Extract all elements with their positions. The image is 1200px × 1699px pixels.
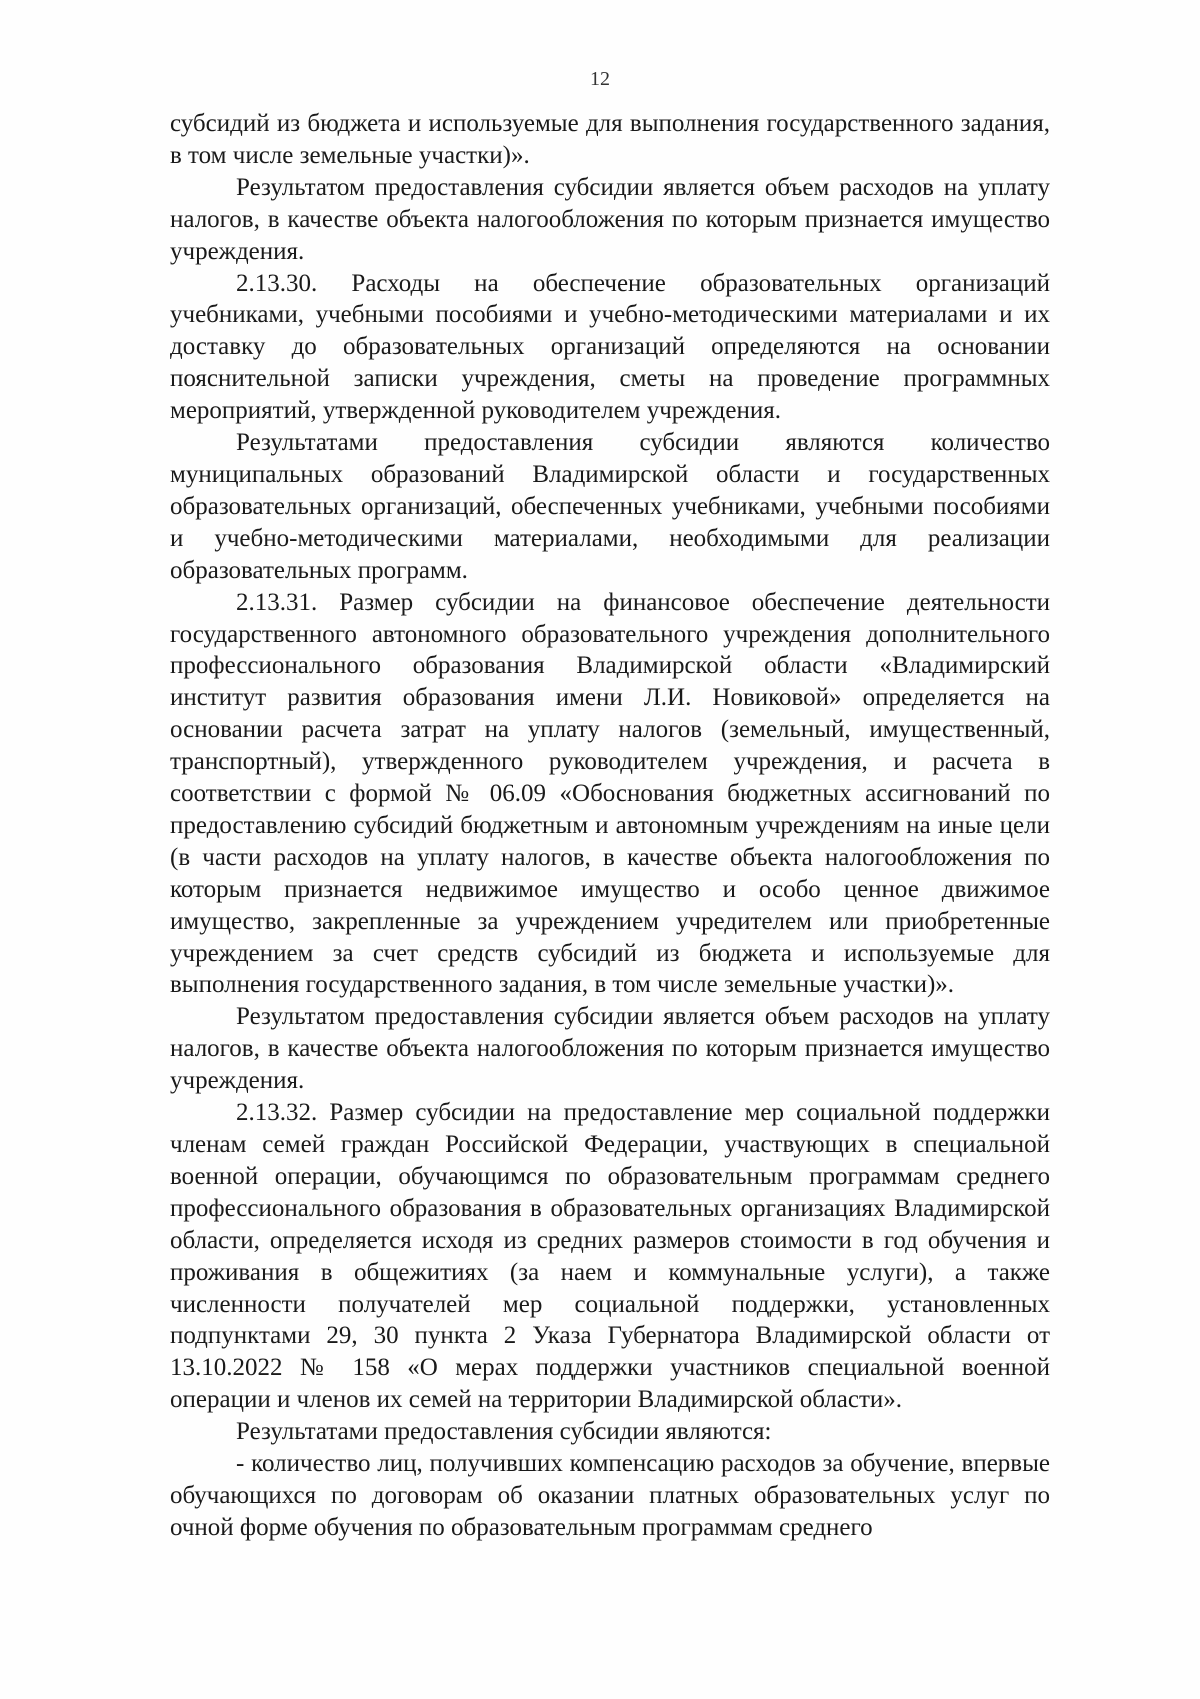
paragraph-result-tax: Результатом предоставления субсидии является объем расходов на уплату налогов, в качестве объекта налогообложения по которым признается имущество учреждения. (170, 173, 1050, 265)
paragraph-continuation: субсидий из бюджета и используемые для выполнения государственного задания, в том числе земельные участки)». (170, 110, 1050, 169)
paragraph-results-heading: Результатами предоставления субсидии являются: (236, 1418, 772, 1446)
paragraph-result-textbooks: Результатами предоставления субсидии являются количество муниципальных образований Владимирской области и государственных образовательных организаций, обеспеченных учебниками, учебными пособиями и учебно-методическими материалами, необходимыми для реализации образовательных программ. (170, 429, 1050, 584)
paragraph-2-13-32: 2.13.32. Размер субсидии на предоставление мер социальной поддержки членам семей граждан Российской Федерации, участвующих в специальной военной операции, обучающимся по образовательным программам среднего профессионального образования в образовательных организациях Владимирской области, определяется исходя из средних размеров стоимости в год обучения и проживания в общежитиях (за наем и коммунальные услуги), а также численности получателей мер социальной поддержки, установленных подпунктами 29, 30 пункта 2 Указа Губернатора Владимирской области от 13.10.2022 № 158 «О мерах поддержки участников специальной военной операции и членов их семей на территории Владимирской области». (170, 1099, 1050, 1414)
paragraph-2-13-31: 2.13.31. Размер субсидии на финансовое обеспечение деятельности государственного автономного образовательного учреждения дополнительного профессионального образования Владимирской области «Владимирский институт развития образования имени Л.И. Новиковой» определяется на основании расчета затрат на уплату налогов (земельный, имущественный, транспортный), утвержденного руководителем учреждения, и расчета в соответствии с формой № 06.09 «Обоснования бюджетных ассигнований по предоставлению субсидий бюджетным и автономным учреждениям на иные цели (в части расходов на уплату налогов, в качестве объекта налогообложения по которым признается недвижимое имущество и особо ценное движимое имущество, закрепленные за учреждением учредителем или приобретенные учреждением за счет средств субсидий из бюджета и используемые для выполнения государственного задания, в том числе земельные участки)». (170, 588, 1050, 999)
paragraph-result-tax-2: Результатом предоставления субсидии является объем расходов на уплату налогов, в качестве объекта налогообложения по которым признается имущество учреждения. (170, 1003, 1050, 1095)
document-body (170, 108, 1050, 1544)
paragraph-list-item: - количество лиц, получивших компенсацию расходов за обучение, впервые обучающихся по договорам об оказании платных образовательных услуг по очной форме обучения по образовательным программам среднего (170, 1450, 1050, 1541)
page-number: 12 (590, 68, 610, 90)
paragraph-2-13-30: 2.13.30. Расходы на обеспечение образовательных организаций учебниками, учебными пособиями и учебно-методическими материалами и их доставку до образовательных организаций определяются на основании пояснительной записки учреждения, сметы на проведение программных мероприятий, утвержденной руководителем учреждения. (170, 269, 1050, 425)
